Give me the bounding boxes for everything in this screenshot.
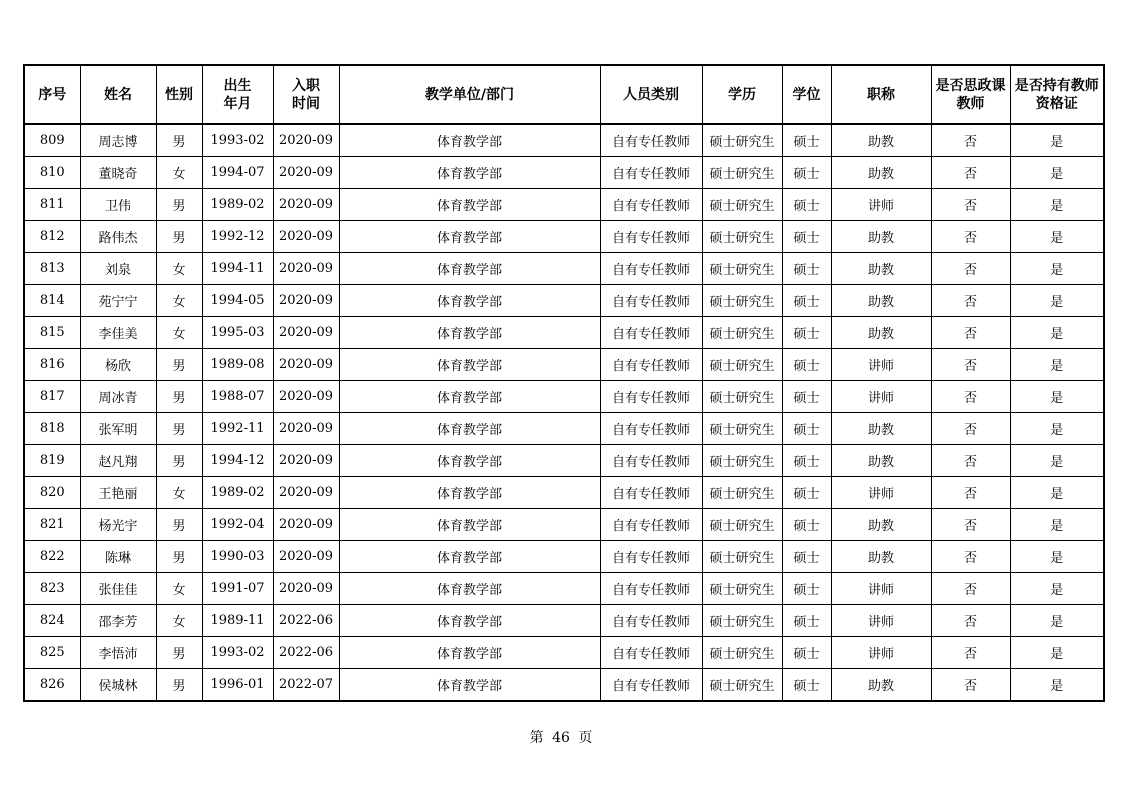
cell-ideology-teacher: 否 xyxy=(931,285,1010,317)
cell-staff-category: 自有专任教师 xyxy=(600,477,702,509)
cell-birth-month: 1991-07 xyxy=(202,573,273,605)
cell-gender: 男 xyxy=(156,445,202,477)
cell-degree: 硕士 xyxy=(782,381,831,413)
cell-birth-month: 1993-02 xyxy=(202,124,273,157)
table-body xyxy=(24,124,1104,701)
column-header-staff-category xyxy=(600,65,702,124)
cell-name: 周冰青 xyxy=(80,381,156,413)
cell-birth-month: 1994-12 xyxy=(202,445,273,477)
cell-teacher-certificate: 是 xyxy=(1010,573,1104,605)
cell-department: 体育教学部 xyxy=(339,189,600,221)
cell-staff-category: 自有专任教师 xyxy=(600,317,702,349)
cell-education: 硕士研究生 xyxy=(702,253,782,285)
cell-education: 硕士研究生 xyxy=(702,317,782,349)
cell-seq-no: 815 xyxy=(24,317,80,349)
cell-staff-category: 自有专任教师 xyxy=(600,349,702,381)
cell-teacher-certificate: 是 xyxy=(1010,477,1104,509)
cell-title: 助教 xyxy=(831,509,931,541)
cell-education: 硕士研究生 xyxy=(702,445,782,477)
cell-birth-month: 1989-11 xyxy=(202,605,273,637)
cell-department: 体育教学部 xyxy=(339,413,600,445)
cell-gender: 女 xyxy=(156,573,202,605)
cell-birth-month: 1994-07 xyxy=(202,157,273,189)
cell-ideology-teacher: 否 xyxy=(931,413,1010,445)
cell-seq-no: 821 xyxy=(24,509,80,541)
column-header-line: 人员类别 xyxy=(623,86,679,103)
cell-birth-month: 1992-04 xyxy=(202,509,273,541)
cell-title: 讲师 xyxy=(831,381,931,413)
cell-gender: 女 xyxy=(156,477,202,509)
cell-ideology-teacher: 否 xyxy=(931,477,1010,509)
cell-degree: 硕士 xyxy=(782,221,831,253)
cell-staff-category: 自有专任教师 xyxy=(600,285,702,317)
table-row xyxy=(24,124,1104,157)
column-header-line: 时间 xyxy=(292,95,320,112)
cell-birth-month: 1989-08 xyxy=(202,349,273,381)
cell-staff-category: 自有专任教师 xyxy=(600,637,702,669)
cell-teacher-certificate: 是 xyxy=(1010,509,1104,541)
cell-staff-category: 自有专任教师 xyxy=(600,445,702,477)
column-header-line: 出生 xyxy=(223,77,252,94)
cell-education: 硕士研究生 xyxy=(702,541,782,573)
cell-staff-category: 自有专任教师 xyxy=(600,253,702,285)
cell-title: 讲师 xyxy=(831,349,931,381)
cell-department: 体育教学部 xyxy=(339,477,600,509)
cell-gender: 女 xyxy=(156,157,202,189)
cell-name: 王艳丽 xyxy=(80,477,156,509)
cell-title: 助教 xyxy=(831,124,931,157)
cell-hire-date: 2020-09 xyxy=(273,541,339,573)
column-header-line: 是否思政课 xyxy=(935,77,1006,94)
cell-name: 邵李芳 xyxy=(80,605,156,637)
cell-teacher-certificate: 是 xyxy=(1010,189,1104,221)
cell-department: 体育教学部 xyxy=(339,509,600,541)
cell-seq-no: 813 xyxy=(24,253,80,285)
cell-birth-month: 1992-11 xyxy=(202,413,273,445)
column-header-seq-no xyxy=(24,65,80,124)
cell-department: 体育教学部 xyxy=(339,573,600,605)
table-row xyxy=(24,157,1104,189)
cell-staff-category: 自有专任教师 xyxy=(600,124,702,157)
column-header-teacher-certificate xyxy=(1010,65,1104,124)
cell-hire-date: 2022-06 xyxy=(273,605,339,637)
cell-ideology-teacher: 否 xyxy=(931,381,1010,413)
cell-gender: 男 xyxy=(156,637,202,669)
cell-name: 李悟沛 xyxy=(80,637,156,669)
cell-name: 陈琳 xyxy=(80,541,156,573)
cell-staff-category: 自有专任教师 xyxy=(600,573,702,605)
cell-gender: 男 xyxy=(156,221,202,253)
column-header-line: 姓名 xyxy=(104,86,132,103)
cell-teacher-certificate: 是 xyxy=(1010,253,1104,285)
cell-seq-no: 822 xyxy=(24,541,80,573)
cell-ideology-teacher: 否 xyxy=(931,669,1010,702)
cell-staff-category: 自有专任教师 xyxy=(600,605,702,637)
cell-education: 硕士研究生 xyxy=(702,349,782,381)
column-header-line: 教学单位/部门 xyxy=(424,86,515,103)
cell-title: 助教 xyxy=(831,317,931,349)
column-header-line: 性别 xyxy=(165,86,193,103)
cell-hire-date: 2020-09 xyxy=(273,413,339,445)
cell-department: 体育教学部 xyxy=(339,221,600,253)
cell-name: 刘泉 xyxy=(80,253,156,285)
cell-degree: 硕士 xyxy=(782,509,831,541)
cell-education: 硕士研究生 xyxy=(702,477,782,509)
cell-degree: 硕士 xyxy=(782,573,831,605)
cell-birth-month: 1988-07 xyxy=(202,381,273,413)
cell-ideology-teacher: 否 xyxy=(931,349,1010,381)
cell-staff-category: 自有专任教师 xyxy=(600,541,702,573)
cell-name: 苑宁宁 xyxy=(80,285,156,317)
cell-seq-no: 825 xyxy=(24,637,80,669)
table-row xyxy=(24,317,1104,349)
cell-hire-date: 2020-09 xyxy=(273,124,339,157)
cell-ideology-teacher: 否 xyxy=(931,605,1010,637)
cell-education: 硕士研究生 xyxy=(702,669,782,702)
cell-title: 助教 xyxy=(831,221,931,253)
column-header-degree xyxy=(782,65,831,124)
table-row xyxy=(24,413,1104,445)
cell-staff-category: 自有专任教师 xyxy=(600,669,702,702)
cell-birth-month: 1989-02 xyxy=(202,189,273,221)
cell-seq-no: 823 xyxy=(24,573,80,605)
cell-name: 杨欣 xyxy=(80,349,156,381)
cell-teacher-certificate: 是 xyxy=(1010,381,1104,413)
cell-title: 助教 xyxy=(831,445,931,477)
cell-ideology-teacher: 否 xyxy=(931,253,1010,285)
cell-gender: 男 xyxy=(156,413,202,445)
cell-gender: 女 xyxy=(156,605,202,637)
table-row xyxy=(24,221,1104,253)
table-row xyxy=(24,541,1104,573)
table-header-row xyxy=(24,65,1104,124)
cell-seq-no: 819 xyxy=(24,445,80,477)
cell-birth-month: 1996-01 xyxy=(202,669,273,702)
cell-degree: 硕士 xyxy=(782,413,831,445)
cell-degree: 硕士 xyxy=(782,189,831,221)
cell-gender: 男 xyxy=(156,541,202,573)
cell-ideology-teacher: 否 xyxy=(931,221,1010,253)
cell-seq-no: 811 xyxy=(24,189,80,221)
page-number: 第 46 页 xyxy=(529,730,593,746)
cell-degree: 硕士 xyxy=(782,124,831,157)
cell-name: 杨光宇 xyxy=(80,509,156,541)
cell-hire-date: 2020-09 xyxy=(273,253,339,285)
table-row xyxy=(24,637,1104,669)
cell-department: 体育教学部 xyxy=(339,445,600,477)
cell-hire-date: 2020-09 xyxy=(273,189,339,221)
cell-title: 助教 xyxy=(831,285,931,317)
cell-title: 讲师 xyxy=(831,189,931,221)
cell-education: 硕士研究生 xyxy=(702,381,782,413)
cell-department: 体育教学部 xyxy=(339,637,600,669)
table-row xyxy=(24,509,1104,541)
cell-name: 周志博 xyxy=(80,124,156,157)
cell-seq-no: 816 xyxy=(24,349,80,381)
cell-birth-month: 1993-02 xyxy=(202,637,273,669)
cell-gender: 男 xyxy=(156,349,202,381)
cell-education: 硕士研究生 xyxy=(702,637,782,669)
cell-education: 硕士研究生 xyxy=(702,189,782,221)
cell-gender: 女 xyxy=(156,317,202,349)
cell-birth-month: 1990-03 xyxy=(202,541,273,573)
cell-gender: 女 xyxy=(156,285,202,317)
cell-ideology-teacher: 否 xyxy=(931,541,1010,573)
column-header-line: 年月 xyxy=(223,95,252,112)
cell-hire-date: 2022-06 xyxy=(273,637,339,669)
column-header-title xyxy=(831,65,931,124)
cell-staff-category: 自有专任教师 xyxy=(600,189,702,221)
cell-teacher-certificate: 是 xyxy=(1010,541,1104,573)
column-header-line: 学位 xyxy=(792,86,821,103)
cell-degree: 硕士 xyxy=(782,157,831,189)
cell-department: 体育教学部 xyxy=(339,317,600,349)
cell-department: 体育教学部 xyxy=(339,605,600,637)
table-row xyxy=(24,253,1104,285)
staff-table xyxy=(23,64,1105,702)
cell-degree: 硕士 xyxy=(782,253,831,285)
cell-teacher-certificate: 是 xyxy=(1010,124,1104,157)
cell-degree: 硕士 xyxy=(782,349,831,381)
cell-hire-date: 2020-09 xyxy=(273,349,339,381)
column-header-birth-month xyxy=(202,65,273,124)
cell-name: 张军明 xyxy=(80,413,156,445)
column-header-gender xyxy=(156,65,202,124)
cell-name: 卫伟 xyxy=(80,189,156,221)
cell-ideology-teacher: 否 xyxy=(931,509,1010,541)
cell-hire-date: 2020-09 xyxy=(273,381,339,413)
cell-teacher-certificate: 是 xyxy=(1010,157,1104,189)
cell-degree: 硕士 xyxy=(782,541,831,573)
cell-seq-no: 820 xyxy=(24,477,80,509)
cell-birth-month: 1992-12 xyxy=(202,221,273,253)
cell-education: 硕士研究生 xyxy=(702,413,782,445)
cell-gender: 女 xyxy=(156,253,202,285)
column-header-education xyxy=(702,65,782,124)
column-header-hire-date xyxy=(273,65,339,124)
cell-department: 体育教学部 xyxy=(339,124,600,157)
cell-education: 硕士研究生 xyxy=(702,221,782,253)
cell-staff-category: 自有专任教师 xyxy=(600,509,702,541)
cell-teacher-certificate: 是 xyxy=(1010,285,1104,317)
cell-degree: 硕士 xyxy=(782,285,831,317)
cell-ideology-teacher: 否 xyxy=(931,157,1010,189)
cell-teacher-certificate: 是 xyxy=(1010,317,1104,349)
cell-gender: 男 xyxy=(156,189,202,221)
table-row xyxy=(24,605,1104,637)
cell-title: 助教 xyxy=(831,541,931,573)
cell-gender: 男 xyxy=(156,509,202,541)
cell-name: 张佳佳 xyxy=(80,573,156,605)
cell-degree: 硕士 xyxy=(782,477,831,509)
cell-teacher-certificate: 是 xyxy=(1010,221,1104,253)
cell-education: 硕士研究生 xyxy=(702,124,782,157)
column-header-ideology-teacher xyxy=(931,65,1010,124)
cell-degree: 硕士 xyxy=(782,637,831,669)
cell-birth-month: 1989-02 xyxy=(202,477,273,509)
cell-gender: 男 xyxy=(156,381,202,413)
cell-education: 硕士研究生 xyxy=(702,605,782,637)
cell-hire-date: 2020-09 xyxy=(273,221,339,253)
cell-hire-date: 2020-09 xyxy=(273,317,339,349)
cell-education: 硕士研究生 xyxy=(702,509,782,541)
cell-title: 助教 xyxy=(831,669,931,702)
cell-seq-no: 826 xyxy=(24,669,80,702)
cell-department: 体育教学部 xyxy=(339,253,600,285)
table-row xyxy=(24,669,1104,702)
cell-teacher-certificate: 是 xyxy=(1010,349,1104,381)
column-header-line: 是否持有教师 xyxy=(1014,77,1099,94)
cell-teacher-certificate: 是 xyxy=(1010,445,1104,477)
cell-seq-no: 824 xyxy=(24,605,80,637)
cell-education: 硕士研究生 xyxy=(702,573,782,605)
column-header-department xyxy=(339,65,600,124)
column-header-line: 职称 xyxy=(867,86,895,103)
column-header-name xyxy=(80,65,156,124)
cell-teacher-certificate: 是 xyxy=(1010,413,1104,445)
cell-ideology-teacher: 否 xyxy=(931,317,1010,349)
cell-seq-no: 812 xyxy=(24,221,80,253)
cell-seq-no: 818 xyxy=(24,413,80,445)
cell-teacher-certificate: 是 xyxy=(1010,669,1104,702)
cell-birth-month: 1994-05 xyxy=(202,285,273,317)
cell-name: 李佳美 xyxy=(80,317,156,349)
cell-hire-date: 2020-09 xyxy=(273,445,339,477)
cell-degree: 硕士 xyxy=(782,445,831,477)
cell-title: 助教 xyxy=(831,157,931,189)
cell-ideology-teacher: 否 xyxy=(931,189,1010,221)
cell-degree: 硕士 xyxy=(782,605,831,637)
column-header-line: 资格证 xyxy=(1035,95,1078,112)
table-row xyxy=(24,445,1104,477)
cell-degree: 硕士 xyxy=(782,669,831,702)
cell-staff-category: 自有专任教师 xyxy=(600,157,702,189)
cell-hire-date: 2020-09 xyxy=(273,509,339,541)
cell-hire-date: 2020-09 xyxy=(273,573,339,605)
cell-seq-no: 810 xyxy=(24,157,80,189)
table-row xyxy=(24,477,1104,509)
cell-staff-category: 自有专任教师 xyxy=(600,413,702,445)
cell-department: 体育教学部 xyxy=(339,381,600,413)
table-row xyxy=(24,381,1104,413)
cell-gender: 男 xyxy=(156,124,202,157)
column-header-line: 入职 xyxy=(292,77,320,94)
cell-name: 董晓奇 xyxy=(80,157,156,189)
cell-name: 路伟杰 xyxy=(80,221,156,253)
cell-hire-date: 2020-09 xyxy=(273,157,339,189)
cell-title: 讲师 xyxy=(831,573,931,605)
cell-seq-no: 814 xyxy=(24,285,80,317)
cell-birth-month: 1995-03 xyxy=(202,317,273,349)
cell-seq-no: 817 xyxy=(24,381,80,413)
cell-ideology-teacher: 否 xyxy=(931,573,1010,605)
table-row xyxy=(24,349,1104,381)
cell-title: 助教 xyxy=(831,413,931,445)
cell-department: 体育教学部 xyxy=(339,349,600,381)
cell-name: 侯城林 xyxy=(80,669,156,702)
cell-department: 体育教学部 xyxy=(339,285,600,317)
cell-hire-date: 2022-07 xyxy=(273,669,339,702)
cell-teacher-certificate: 是 xyxy=(1010,605,1104,637)
cell-hire-date: 2020-09 xyxy=(273,285,339,317)
column-header-line: 教师 xyxy=(956,95,985,112)
cell-department: 体育教学部 xyxy=(339,157,600,189)
cell-teacher-certificate: 是 xyxy=(1010,637,1104,669)
cell-hire-date: 2020-09 xyxy=(273,477,339,509)
cell-degree: 硕士 xyxy=(782,317,831,349)
cell-education: 硕士研究生 xyxy=(702,157,782,189)
cell-title: 讲师 xyxy=(831,605,931,637)
cell-birth-month: 1994-11 xyxy=(202,253,273,285)
column-header-line: 序号 xyxy=(38,86,67,103)
cell-staff-category: 自有专任教师 xyxy=(600,221,702,253)
cell-education: 硕士研究生 xyxy=(702,285,782,317)
cell-ideology-teacher: 否 xyxy=(931,124,1010,157)
cell-title: 讲师 xyxy=(831,477,931,509)
column-header-line: 学历 xyxy=(728,86,756,103)
table-row xyxy=(24,573,1104,605)
cell-department: 体育教学部 xyxy=(339,541,600,573)
cell-ideology-teacher: 否 xyxy=(931,637,1010,669)
cell-staff-category: 自有专任教师 xyxy=(600,381,702,413)
cell-title: 助教 xyxy=(831,253,931,285)
table-row xyxy=(24,189,1104,221)
table-row xyxy=(24,285,1104,317)
cell-department: 体育教学部 xyxy=(339,669,600,702)
cell-seq-no: 809 xyxy=(24,124,80,157)
cell-title: 讲师 xyxy=(831,637,931,669)
cell-name: 赵凡翔 xyxy=(80,445,156,477)
cell-gender: 男 xyxy=(156,669,202,702)
cell-ideology-teacher: 否 xyxy=(931,445,1010,477)
